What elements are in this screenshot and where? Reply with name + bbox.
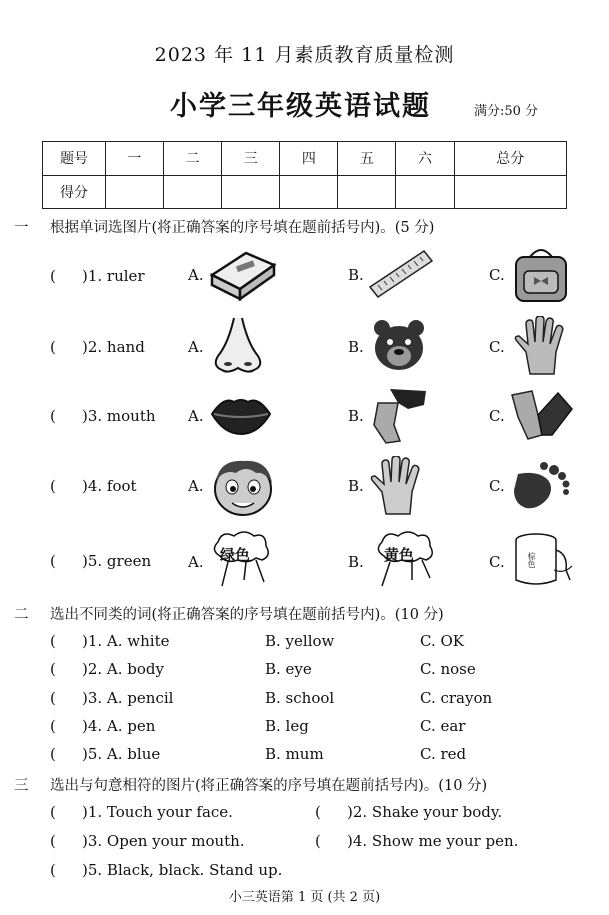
s3q5-text: )5. Black, black. Stand up. bbox=[82, 861, 283, 879]
q2-label: )2. hand bbox=[82, 338, 145, 356]
score-input-cell[interactable] bbox=[280, 175, 338, 209]
bear-face-icon bbox=[370, 318, 428, 374]
score-table-cell: 总分 bbox=[454, 142, 566, 176]
green-paint-picture bbox=[208, 528, 272, 592]
q1-option-c: C. bbox=[489, 266, 505, 284]
s3q5-paren[interactable]: ( bbox=[50, 861, 56, 879]
q4-option-a: A. bbox=[188, 477, 204, 495]
s2q5-option-b: B. mum bbox=[265, 745, 324, 763]
section3-instruction: 选出与句意相符的图片(将正确答案的序号填在题前括号内)。(10 分) bbox=[50, 778, 488, 794]
s3q2-text: )2. Shake your body. bbox=[347, 803, 503, 821]
q3-option-a: A. bbox=[188, 407, 204, 425]
score-table-cell: 四 bbox=[280, 142, 338, 176]
s2q2-option-b: B. eye bbox=[265, 660, 312, 678]
score-table-cell: 五 bbox=[338, 142, 396, 176]
eraser-icon bbox=[206, 245, 278, 303]
q5-option-c: C. bbox=[489, 553, 505, 571]
score-table-cell: 六 bbox=[396, 142, 454, 176]
hand-icon bbox=[512, 316, 572, 376]
ruler-icon bbox=[366, 247, 436, 301]
s3q1-paren[interactable]: ( bbox=[50, 803, 56, 821]
exam-title: 小学三年级英语试题 bbox=[170, 91, 431, 122]
footprint-icon bbox=[508, 460, 574, 514]
green-label: 绿色 bbox=[220, 546, 251, 564]
yellow-paint-picture bbox=[372, 528, 436, 592]
score-input-cell[interactable] bbox=[106, 175, 164, 209]
s2q2-option-c: C. nose bbox=[420, 660, 476, 678]
s2q2-paren[interactable]: ( bbox=[50, 660, 56, 678]
q2-option-a: A. bbox=[188, 338, 204, 356]
boy-face-icon bbox=[206, 455, 280, 517]
s2q5-option-a: )5. A. blue bbox=[82, 745, 161, 763]
q4-option-c: C. bbox=[489, 477, 505, 495]
s3q3-paren[interactable]: ( bbox=[50, 832, 56, 850]
s3q2-paren[interactable]: ( bbox=[315, 803, 321, 821]
s2q3-option-b: B. school bbox=[265, 689, 335, 707]
score-table bbox=[42, 141, 567, 209]
q2-option-c: C. bbox=[489, 338, 505, 356]
leg-icon bbox=[508, 385, 574, 447]
s2q5-option-c: C. red bbox=[420, 745, 467, 763]
q3-label: )3. mouth bbox=[82, 407, 156, 425]
q2-paren[interactable]: ( bbox=[50, 338, 56, 356]
s2q3-option-c: C. crayon bbox=[420, 689, 493, 707]
s2q2-option-a: )2. A. body bbox=[82, 660, 165, 678]
can-label: 棕色 bbox=[527, 552, 536, 568]
q1-option-b: B. bbox=[348, 266, 364, 284]
s2q3-paren[interactable]: ( bbox=[50, 689, 56, 707]
q4-option-b: B. bbox=[348, 477, 364, 495]
score-input-cell[interactable] bbox=[164, 175, 222, 209]
exam-header: 2023 年 11 月素质教育质量检测 bbox=[154, 44, 455, 66]
s3q4-paren[interactable]: ( bbox=[315, 832, 321, 850]
q5-option-b: B. bbox=[348, 553, 364, 571]
score-table-cell: 二 bbox=[164, 142, 222, 176]
s2q1-paren[interactable]: ( bbox=[50, 632, 56, 650]
paint-can-icon bbox=[510, 530, 576, 592]
full-score: 满分:50 分 bbox=[474, 104, 539, 119]
q1-option-a: A. bbox=[188, 266, 204, 284]
q5-paren[interactable]: ( bbox=[50, 552, 56, 570]
s3q1-text: )1. Touch your face. bbox=[82, 803, 233, 821]
section2-instruction: 选出不同类的词(将正确答案的序号填在题前括号内)。(10 分) bbox=[50, 607, 444, 623]
score-input-cell[interactable] bbox=[222, 175, 280, 209]
s2q4-option-b: B. leg bbox=[265, 717, 309, 735]
q4-label: )4. foot bbox=[82, 477, 137, 495]
q3-option-c: C. bbox=[489, 407, 505, 425]
paint-can-picture bbox=[510, 530, 576, 592]
s2q4-paren[interactable]: ( bbox=[50, 717, 56, 735]
s2q4-option-c: C. ear bbox=[420, 717, 466, 735]
score-table-cell: 一 bbox=[106, 142, 164, 176]
s3q3-text: )3. Open your mouth. bbox=[82, 832, 245, 850]
nose-icon bbox=[208, 314, 268, 378]
q4-paren[interactable]: ( bbox=[50, 477, 56, 495]
schoolbag-icon bbox=[508, 245, 574, 303]
lips-icon bbox=[208, 392, 274, 436]
s2q4-option-a: )4. A. pen bbox=[82, 717, 156, 735]
hand-icon bbox=[368, 456, 428, 516]
section3-num: 三 bbox=[14, 778, 29, 794]
leg-icon bbox=[368, 385, 430, 445]
score-input-cell[interactable] bbox=[454, 175, 566, 209]
page-footer: 小三英语第 1 页 (共 2 页) bbox=[228, 890, 381, 905]
yellow-label: 黄色 bbox=[384, 546, 415, 564]
score-table-cell: 三 bbox=[222, 142, 280, 176]
q1-paren[interactable]: ( bbox=[50, 267, 56, 285]
q2-option-b: B. bbox=[348, 338, 364, 356]
score-input-cell[interactable] bbox=[396, 175, 454, 209]
s2q1-option-a: )1. A. white bbox=[82, 632, 170, 650]
score-table-cell: 题号 bbox=[43, 142, 106, 176]
section1-instruction: 根据单词选图片(将正确答案的序号填在题前括号内)。(5 分) bbox=[50, 220, 435, 236]
q5-label: )5. green bbox=[82, 552, 152, 570]
section1-num: 一 bbox=[14, 220, 29, 236]
s2q1-option-c: C. OK bbox=[420, 632, 464, 650]
score-table-score-row bbox=[43, 175, 567, 209]
s2q5-paren[interactable]: ( bbox=[50, 745, 56, 763]
score-row-label: 得分 bbox=[43, 175, 106, 209]
s3q4-text: )4. Show me your pen. bbox=[347, 832, 519, 850]
score-input-cell[interactable] bbox=[338, 175, 396, 209]
score-table-header-row bbox=[43, 142, 567, 176]
s2q3-option-a: )3. A. pencil bbox=[82, 689, 174, 707]
section2-num: 二 bbox=[14, 607, 29, 623]
s2q1-option-b: B. yellow bbox=[265, 632, 335, 650]
q1-label: )1. ruler bbox=[82, 267, 145, 285]
q5-option-a: A. bbox=[188, 553, 204, 571]
q3-option-b: B. bbox=[348, 407, 364, 425]
q3-paren[interactable]: ( bbox=[50, 407, 56, 425]
